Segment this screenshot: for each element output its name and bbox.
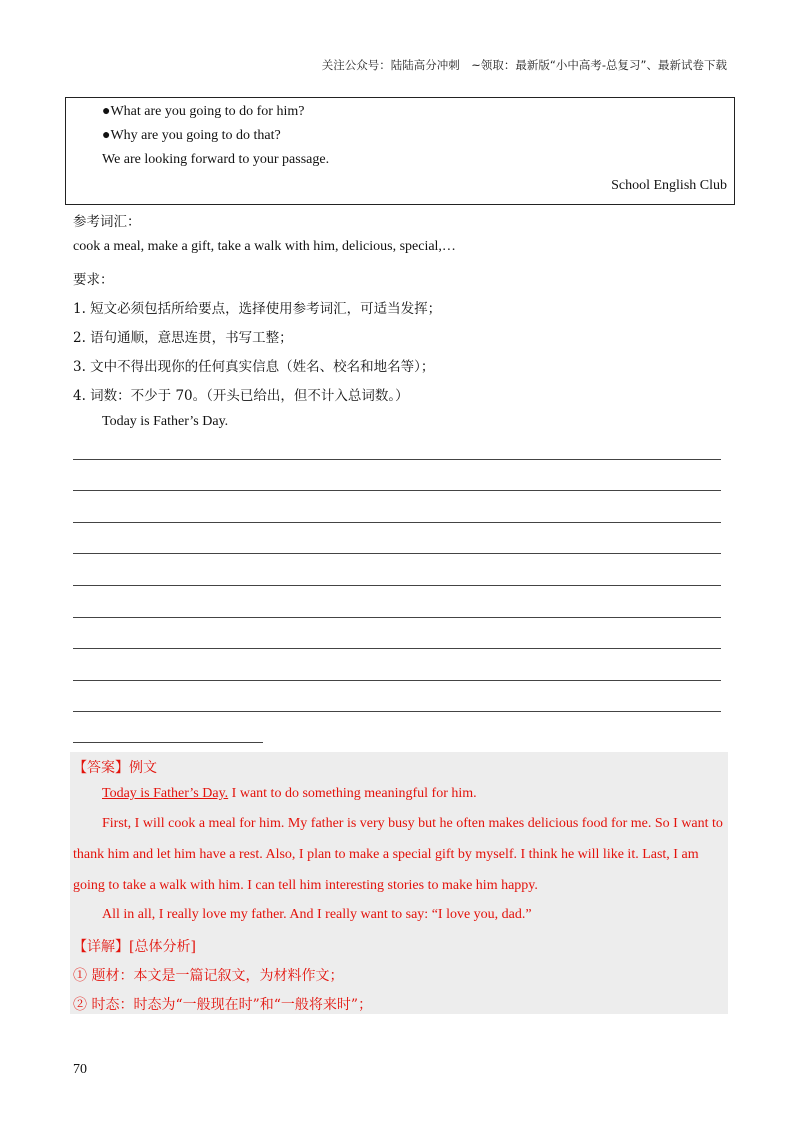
writing-line [73, 617, 721, 618]
requirement-item: 2. 语句通顺，意思连贯，书写工整； [73, 330, 293, 346]
analysis-label: 【详解】[总体分析] [73, 939, 196, 955]
answer-p2-line: First, I will cook a meal for him. My father is very busy but he often makes delicious food for me. So I want to [102, 816, 723, 831]
analysis-item: ② 时态：时态为“一般现在时”和“一般将来时”； [73, 997, 373, 1013]
answer-p2-line: going to take a walk with him. I can tell him interesting stories to make him happy. [73, 878, 538, 893]
writing-line [73, 711, 721, 712]
requirement-item: 4. 词数：不少于 70。（开头已给出，但不计入总词数。） [73, 388, 409, 404]
page-header: 关注公众号：陆陆高分冲刺 ~领取：最新版“小中高考-总复习”、最新试卷下载 [321, 58, 727, 72]
writing-line-short [73, 742, 263, 743]
answer-label: 【答案】例文 [73, 760, 157, 776]
answer-p1-rest: I want to do something meaningful for him. [228, 786, 477, 801]
notice-box [65, 97, 735, 205]
notice-question-2: ●Why are you going to do that? [102, 128, 281, 143]
writing-line [73, 585, 721, 586]
requirement-item: 3. 文中不得出现你的任何真实信息（姓名、校名和地名等）； [73, 359, 435, 375]
writing-line [73, 459, 721, 460]
notice-signature: School English Club [611, 178, 727, 193]
vocab-label: 参考词汇： [73, 214, 141, 230]
writing-line [73, 490, 721, 491]
answer-paragraph-3: All in all, I really love my father. And I really want to say: “I love you, dad.” [102, 907, 532, 922]
writing-line [73, 522, 721, 523]
requirements-label: 要求： [73, 272, 114, 288]
essay-opening: Today is Father’s Day. [102, 414, 229, 429]
notice-question-1: ●What are you going to do for him? [102, 104, 305, 119]
analysis-item: ① 题材：本文是一篇记叙文，为材料作文； [73, 968, 344, 984]
page-number: 70 [73, 1062, 87, 1077]
answer-paragraph-1 [102, 786, 477, 802]
writing-line [73, 648, 721, 649]
answer-p2-line: thank him and let him have a rest. Also, I plan to make a special gift by myself. I think he will like it. Last, I am [73, 847, 699, 862]
writing-line [73, 680, 721, 681]
requirement-item: 1. 短文必须包括所给要点，选择使用参考词汇，可适当发挥； [73, 301, 442, 317]
vocab-words: cook a meal, make a gift, take a walk with him, delicious, special,… [73, 239, 456, 254]
writing-line [73, 553, 721, 554]
answer-underlined-opening: Today is Father’s Day. [102, 786, 229, 801]
notice-closing: We are looking forward to your passage. [102, 152, 330, 167]
